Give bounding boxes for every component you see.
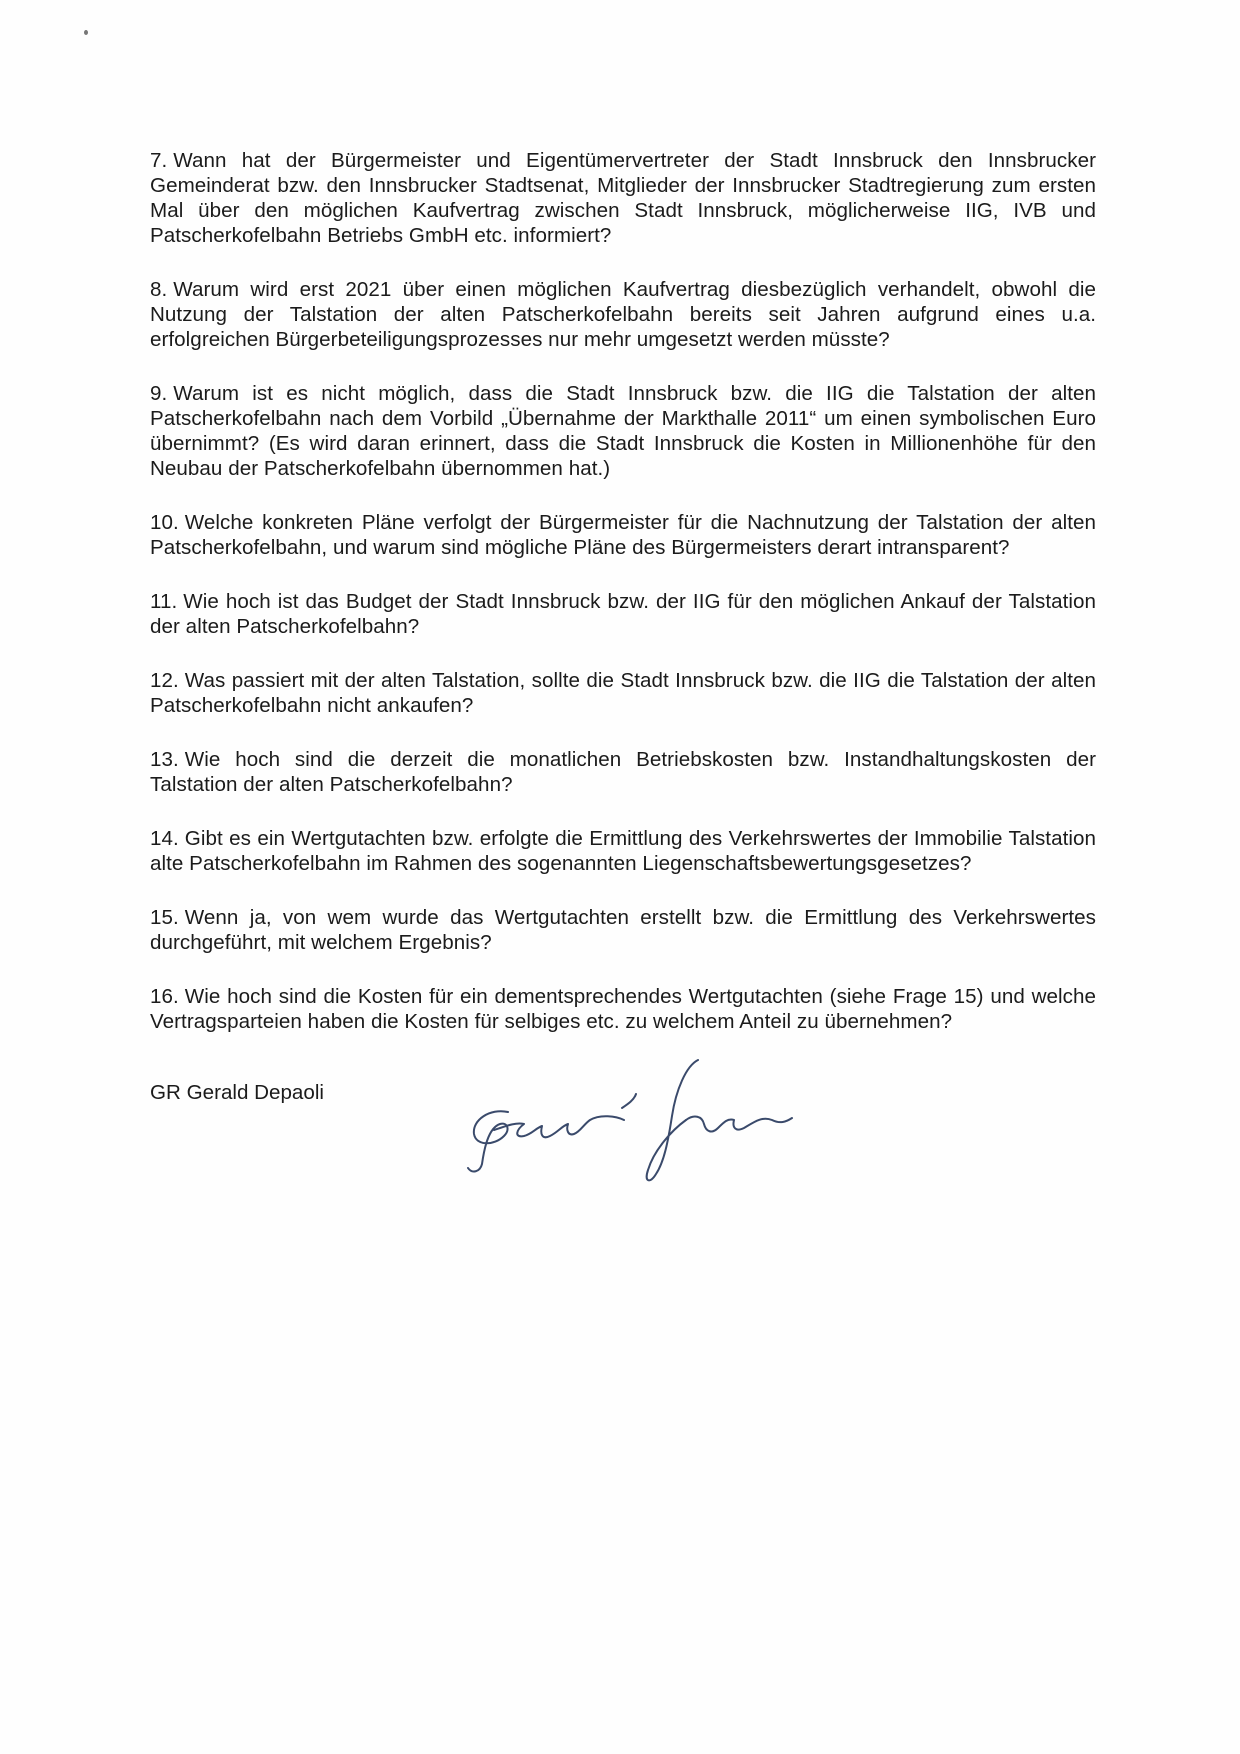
question-text: Gibt es ein Wertgutachten bzw. erfolgte die Ermittlung des Verkehrswertes der Immobilie Talstation alte Patscherkofelbahn im Rahmen des sogenannten Liegenschaftsbewertungsgesetzes? [150, 827, 1096, 875]
question-9 [150, 381, 1096, 481]
question-15 [150, 905, 1096, 955]
question-16 [150, 984, 1096, 1034]
question-12 [150, 668, 1096, 718]
question-text: Wie hoch sind die derzeit die monatlichen Betriebskosten bzw. Instandhaltungskosten der Talstation der alten Patscherkofelbahn? [150, 748, 1096, 796]
question-text: Welche konkreten Pläne verfolgt der Bürgermeister für die Nachnutzung der Talstation der alten Patscherkofelbahn, und warum sind mögliche Pläne des Bürgermeisters derart intransparent? [150, 511, 1096, 559]
question-number: 16. [150, 985, 179, 1008]
signatory-name: GR Gerald Depaoli [150, 1081, 324, 1104]
question-number: 15. [150, 906, 179, 929]
scan-speck [84, 30, 88, 35]
question-text: Warum ist es nicht möglich, dass die Stadt Innsbruck bzw. die IIG die Talstation der alten Patscherkofelbahn nach dem Vorbild „Übernahme der Markthalle 2011“ um einen symbolischen Euro übernimmt? (Es wird daran erinnert, dass die Stadt Innsbruck die Kosten in Millionenhöhe für den Neubau der Patscherkofelbahn übernommen hat.) [150, 382, 1096, 480]
question-14 [150, 826, 1096, 876]
question-list [150, 148, 1096, 1200]
question-text: Wann hat der Bürgermeister und Eigentümervertreter der Stadt Innsbruck den Innsbrucker Gemeinderat bzw. den Innsbrucker Stadtsenat, Mitglieder der Innsbrucker Stadtregierung zum ersten Mal über den möglichen Kaufvertrag zwischen Stadt Innsbruck, möglicherweise IIG, IVB und Patscherkofelbahn Betriebs GmbH etc. informiert? [150, 149, 1096, 247]
question-number: 9. [150, 382, 168, 405]
question-text: Wie hoch sind die Kosten für ein dementsprechendes Wertgutachten (siehe Frage 15) und welche Vertragsparteien haben die Kosten für selbiges etc. zu welchem Anteil zu übernehmen? [150, 985, 1096, 1033]
question-number: 13. [150, 748, 179, 771]
question-10 [150, 510, 1096, 560]
question-text: Wenn ja, von wem wurde das Wertgutachten erstellt bzw. die Ermittlung des Verkehrswertes durchgeführt, mit welchem Ergebnis? [150, 906, 1096, 954]
question-text: Warum wird erst 2021 über einen möglichen Kaufvertrag diesbezüglich verhandelt, obwohl die Nutzung der Talstation der alten Patscherkofelbahn bereits seit Jahren aufgrund eines u.a. erfolgreichen Bürgerbeteiligungsprozesses nur mehr umgesetzt werden müsste? [150, 278, 1096, 351]
question-11 [150, 589, 1096, 639]
question-number: 14. [150, 827, 179, 850]
question-7 [150, 148, 1096, 248]
signature-block [150, 1080, 1096, 1200]
handwritten-signature [450, 1050, 870, 1190]
question-number: 7. [150, 149, 168, 172]
question-text: Wie hoch ist das Budget der Stadt Innsbruck bzw. der IIG für den möglichen Ankauf der Talstation der alten Patscherkofelbahn? [150, 590, 1096, 638]
question-number: 11. [150, 590, 178, 613]
question-number: 8. [150, 278, 168, 301]
question-text: Was passiert mit der alten Talstation, sollte die Stadt Innsbruck bzw. die IIG die Talstation der alten Patscherkofelbahn nicht ankaufen? [150, 669, 1096, 717]
question-13 [150, 747, 1096, 797]
question-number: 12. [150, 669, 179, 692]
question-number: 10. [150, 511, 179, 534]
question-8 [150, 277, 1096, 352]
